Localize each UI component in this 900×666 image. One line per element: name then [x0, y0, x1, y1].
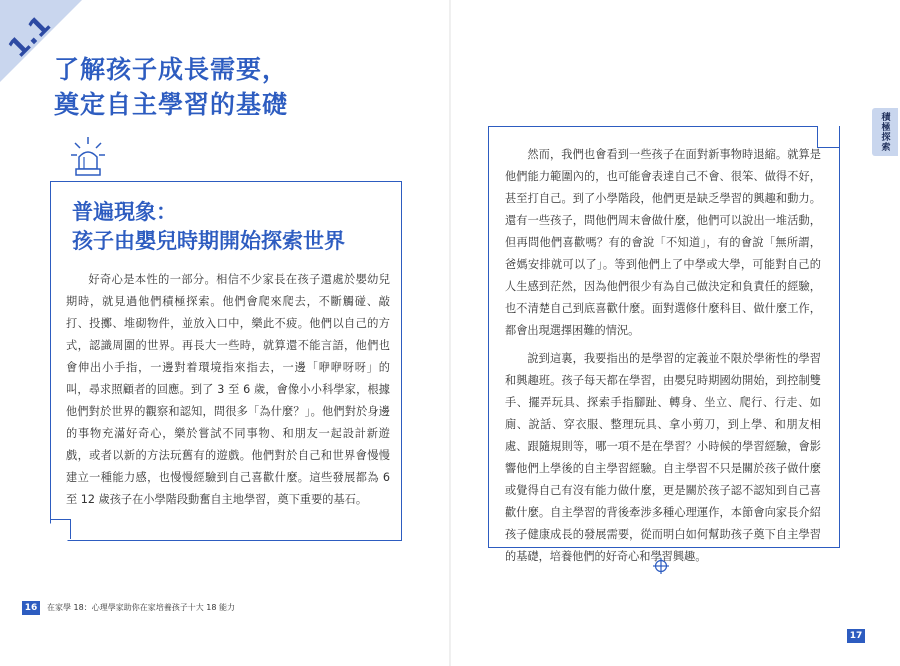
section-title [54, 52, 288, 122]
left-page-number: 16 [22, 601, 40, 615]
left-box-folded-corner [51, 519, 71, 539]
section-title-line2: 奠定自主學習的基礎 [54, 90, 289, 119]
callout-heading [72, 198, 345, 256]
callout-heading-line1: 普遍現象： [72, 200, 177, 224]
right-page-number: 17 [847, 629, 865, 643]
siren-lamp-icon [70, 135, 106, 181]
right-paragraph-1: 然而，我們也會看到一些孩子在面對新事物時退縮。就算是他們能力範圍內的，也可能會表達自己不會、很笨、做得不好，甚至打自己。到了小學階段，他們更是缺乏學習的興趣和動力。還有一些孩子，問他們周末會做什麼，他們可以說出一堆活動，但再問他們喜歡嗎？有的會說「不知道」，有的會說「無所謂，爸媽安排就可以了」。等到他們上了中學或大學，可能對自己的人生感到茫然，因為他們很少有為自己做決定和負責任的經驗，也不清楚自己到底喜歡什麼。面對選修什麼科目、做什麼工作，都會出現選擇困難的情況。 [505, 148, 821, 337]
left-paragraph: 好奇心是本性的一部分。相信不少家長在孩子還處於嬰幼兒期時，就見過他們積極探索。他們會爬來爬去，不斷觸碰、敲打、投擲、堆砌物件，並放入口中，樂此不疲。他們以自己的方式，認識周圍的世界。再長大一些時，就算還不能言語，他們也會伸出小手指，一邊對着環境指來指去，一邊「咿咿呀呀」的叫，尋求照顧者的回應。到了 3 至 6 歲，會像小小科學家，根據他們對於世界的觀察和認知，問很多「為什麼？」。他們對於身邊的事物充滿好奇心，樂於嘗試不同事物、和朋友一起設計新遊戲，或者以新的方法玩舊有的遊戲。他們對於自己和世界會慢慢建立一種能力感，也慢慢經驗到自己喜歡什麼。這些發展都為 6 至 12 歲孩子在小學階段動奮自主地學習，奠下重要的基石。 [66, 273, 390, 506]
section-title-line1: 了解孩子成長需要， [54, 55, 289, 84]
chapter-number: 1.1 [3, 10, 57, 64]
side-tab-label: 積極探索 [879, 112, 890, 152]
book-spine [449, 0, 451, 666]
right-paragraph-2: 說到這裏，我要指出的是學習的定義並不限於學術性的學習和興趣班。孩子每天都在學習，由嬰兒時期國幼開始，到控制雙手、擺弄玩具、探索手指腳趾、轉身、坐立、爬行、行走、如廁、說話、穿衣服、整理玩具、拿小剪刀，到上學、和朋友相處、跟隨規則等，哪一項不是在學習？小時候的學習經驗，會影響他們上學後的自主學習經驗。自主學習不只是關於孩子做什麼或覺得自己有沒有能力做什麼，更是關於孩子認不認知到自己喜歡什麼。自主學習的背後牽涉多種心理運作，本節會向家長介紹孩子健康成長的發展需要，從而明白如何幫助孩子奠下自主學習的基礎，培養他們的好奇心和學習興趣。 [505, 352, 821, 563]
side-chapter-tab [872, 108, 898, 156]
right-body-text [505, 144, 821, 574]
crosshair-icon [653, 558, 669, 574]
left-body-text [66, 269, 390, 511]
callout-heading-line2: 孩子由嬰兒時期開始探索世界 [72, 229, 345, 253]
footer-book-title: 在家學 18：心理學家助你在家培養孩子十大 18 能力 [47, 603, 235, 612]
